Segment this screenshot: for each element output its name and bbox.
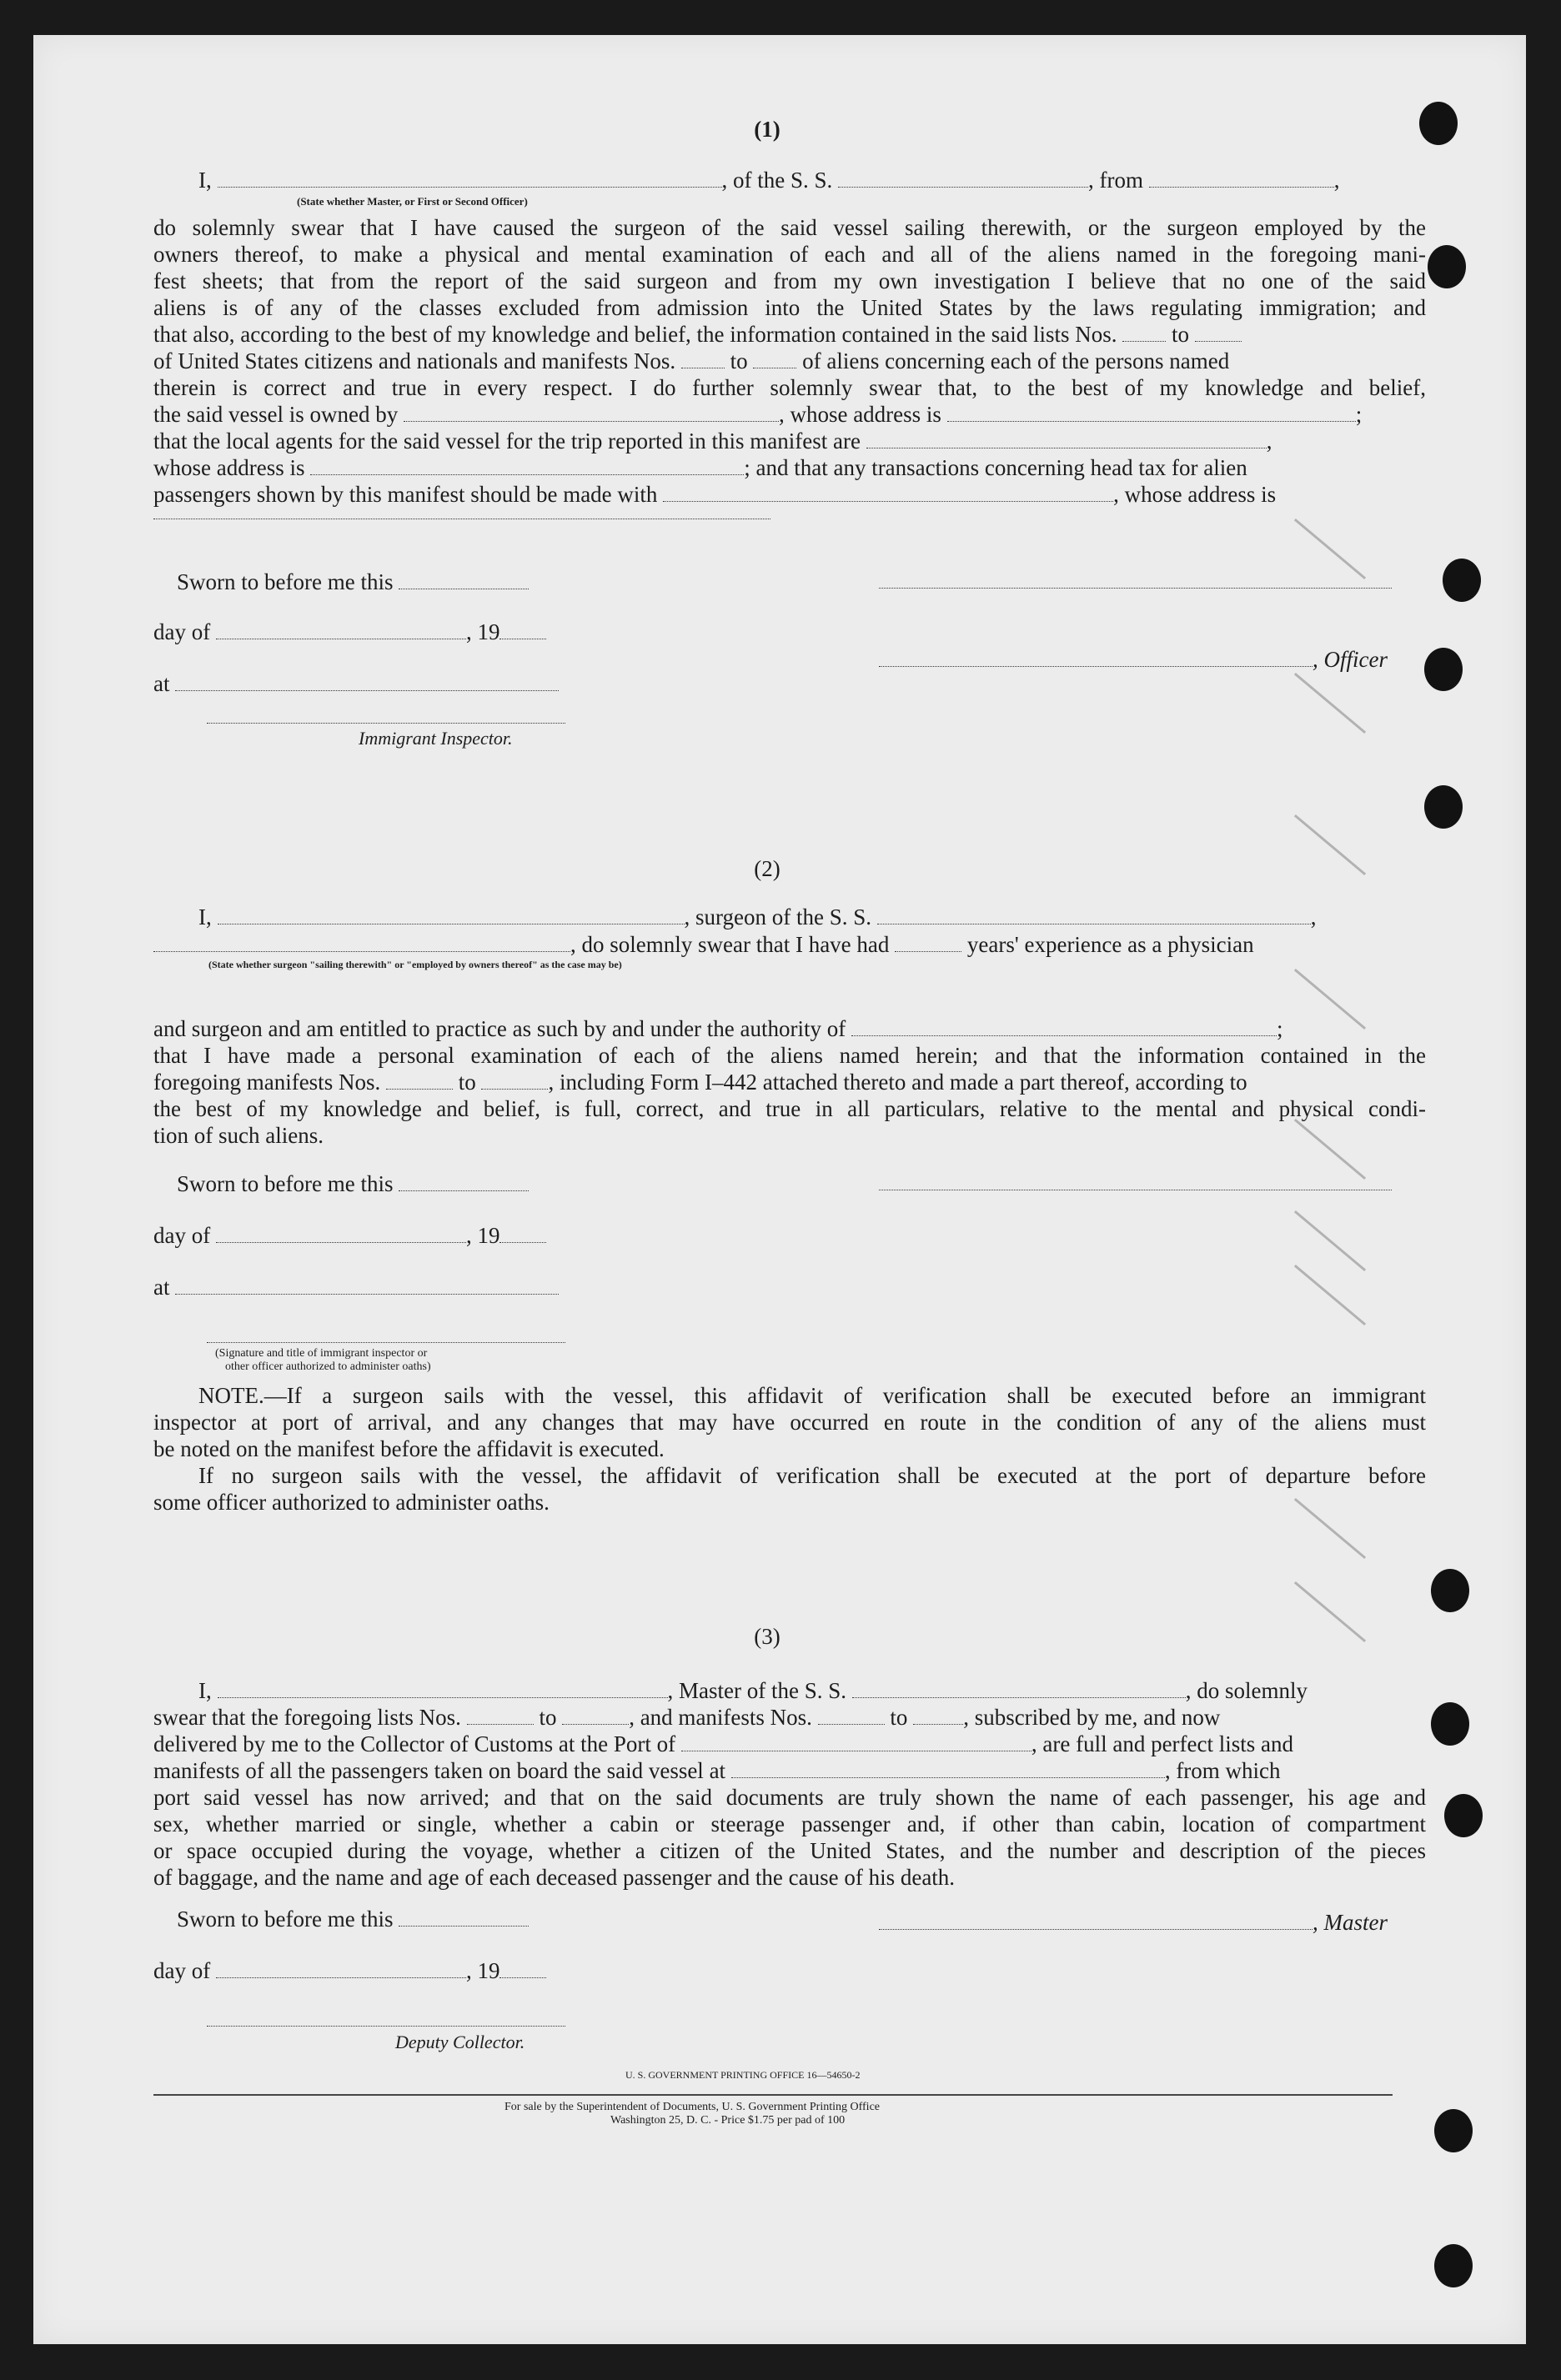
officer-signature-line[interactable] xyxy=(879,588,1392,589)
s3-day-month-field[interactable] xyxy=(216,1959,466,1978)
s1-line-3: owners thereof, to make a physical and mental examination of each and all of the aliens named in the foregoing mani- xyxy=(153,242,1426,267)
s3-line-3: delivered by me to the Collector of Customs at the Port of , are full and perfect lists and xyxy=(153,1731,1294,1756)
s2-subcaption: (State whether surgeon "sailing therewith" or "employed by owners thereof" as the case may be) xyxy=(208,959,622,970)
s1-sworn: Sworn to before me this xyxy=(177,569,529,595)
section-3-heading: (3) xyxy=(754,1624,780,1649)
master-signature-line[interactable] xyxy=(879,1911,1313,1930)
s3-sworn-date-field[interactable] xyxy=(399,1907,529,1927)
s2-inspector-signature-line[interactable] xyxy=(207,1342,565,1343)
s2-sig-caption-2: other officer authorized to administer oaths) xyxy=(225,1360,431,1373)
punch-hole xyxy=(1431,1702,1469,1746)
pencil-mark xyxy=(1294,1119,1366,1180)
note-line-3: be noted on the manifest before the affidavit is executed. xyxy=(153,1436,665,1461)
collector-caption: Deputy Collector. xyxy=(395,2032,525,2052)
day-month-field[interactable] xyxy=(216,620,466,639)
s3-line-7: or space occupied during the voyage, whether a citizen of the United States, and the number and description of the pieces xyxy=(153,1838,1426,1863)
footer-rule xyxy=(153,2094,1393,2096)
s1-at: at xyxy=(153,670,559,697)
punch-hole xyxy=(1434,2244,1473,2287)
s2-line-5: foregoing manifests Nos. to , including Form I–442 attached thereto and made a part thereof, according to xyxy=(153,1070,1247,1095)
gpo-imprint: U. S. GOVERNMENT PRINTING OFFICE 16—54650-2 xyxy=(625,2069,861,2081)
punch-hole xyxy=(1434,2109,1473,2152)
pencil-mark xyxy=(1294,814,1366,875)
lists-from-field[interactable] xyxy=(1122,323,1166,342)
owner-address-field[interactable] xyxy=(947,403,1356,422)
punch-hole xyxy=(1444,1794,1483,1837)
s3-manifests-from-field[interactable] xyxy=(818,1706,885,1725)
note-line-5: some officer authorized to administer oaths. xyxy=(153,1490,550,1515)
manifests-from-field[interactable] xyxy=(681,349,725,368)
s1-subcaption: (State whether Master, or First or Second Officer) xyxy=(297,195,528,208)
sale-line-2: Washington 25, D. C. - Price $1.75 per pad of 100 xyxy=(610,2114,846,2127)
s1-day: day of , 19 xyxy=(153,619,546,645)
note-line-2: inspector at port of arrival, and any changes that may have occurred en route in the condition of any of the aliens must xyxy=(153,1410,1426,1435)
s2-at-place-field[interactable] xyxy=(175,1275,559,1295)
pencil-mark xyxy=(1294,1265,1366,1325)
s2-sworn-date-field[interactable] xyxy=(399,1172,529,1191)
authority-field[interactable] xyxy=(851,1017,1277,1036)
s1-line-5: aliens is of any of the classes excluded from admission into the United States by the laws regulating immigration; and xyxy=(153,295,1426,320)
s3-line-6: sex, whether married or single, whether a cabin or steerage passenger and, if other than cabin, location of compartment xyxy=(153,1811,1426,1836)
pencil-mark xyxy=(1294,519,1366,579)
s2-line-2: , do solemnly swear that I have had years' experience as a physician xyxy=(153,931,1254,958)
agents-address-field[interactable] xyxy=(310,456,744,475)
s3-manifests-to-field[interactable] xyxy=(913,1706,963,1725)
s1-line-10: that the local agents for the said vessel for the trip reported in this manifest are , xyxy=(153,428,1272,453)
s1-line-11: whose address is ; and that any transactions concerning head tax for alien xyxy=(153,455,1247,480)
sworn-date-field[interactable] xyxy=(399,570,529,589)
s1-line-7: of United States citizens and nationals and manifests Nos. to of aliens concerning each of the persons named xyxy=(153,348,1230,373)
from-port-field[interactable] xyxy=(1149,168,1334,188)
form-page xyxy=(33,35,1526,2344)
s2-line-6: the best of my knowledge and belief, is full, correct, and true in all particulars, relative to the mental and physical condi- xyxy=(153,1096,1426,1121)
s2-sworn: Sworn to before me this xyxy=(177,1170,529,1197)
note-line-4: If no surgeon sails with the vessel, the affidavit of verification shall be executed at the port of departure before xyxy=(198,1463,1426,1488)
s3-line-4: manifests of all the passengers taken on board the said vessel at , from which xyxy=(153,1758,1281,1783)
head-tax-contact-field[interactable] xyxy=(663,483,1113,502)
s3-line-5: port said vessel has now arrived; and that on the said documents are truly shown the name of each passenger, his age and xyxy=(153,1785,1426,1810)
s2-day: day of , 19 xyxy=(153,1222,546,1249)
s2-manifests-to-field[interactable] xyxy=(481,1070,548,1090)
inspector-caption: Immigrant Inspector. xyxy=(359,728,513,749)
section-1-heading: (1) xyxy=(754,117,780,142)
s3-vessel-field[interactable] xyxy=(852,1679,1186,1698)
s3-year-field[interactable] xyxy=(499,1959,546,1978)
owner-field[interactable] xyxy=(404,403,779,422)
years-experience-field[interactable] xyxy=(895,933,961,952)
s1-officer: , Officer xyxy=(879,646,1388,673)
port-field[interactable] xyxy=(681,1732,1031,1751)
section-2-heading: (2) xyxy=(754,856,780,881)
s3-lists-from-field[interactable] xyxy=(467,1706,534,1725)
punch-hole xyxy=(1431,1569,1469,1612)
pencil-mark xyxy=(1294,969,1366,1030)
year-field[interactable] xyxy=(499,620,546,639)
s3-day: day of , 19 xyxy=(153,1957,546,1984)
master-name-field[interactable] xyxy=(218,1679,668,1698)
s2-vessel-field[interactable] xyxy=(877,905,1311,924)
surgeon-name-field[interactable] xyxy=(218,905,685,924)
s3-sworn: Sworn to before me this xyxy=(177,1906,529,1932)
local-agents-field[interactable] xyxy=(866,429,1267,448)
note-line-1: NOTE.—If a surgeon sails with the vessel, this affidavit of verification shall be executed before an immigrant xyxy=(198,1383,1426,1408)
officer-field[interactable] xyxy=(879,648,1313,667)
s2-year-field[interactable] xyxy=(499,1224,546,1243)
punch-hole xyxy=(1424,785,1463,829)
pencil-mark xyxy=(1294,1210,1366,1271)
surgeon-type-field[interactable] xyxy=(153,933,570,952)
s2-sig-caption-1: (Signature and title of immigrant inspector or xyxy=(215,1347,428,1360)
punch-hole xyxy=(1443,559,1481,602)
s3-line-1: I, , Master of the S. S. , do solemnly xyxy=(198,1678,1308,1703)
s2-line-7: tion of such aliens. xyxy=(153,1123,324,1148)
s3-line-8: of baggage, and the name and age of each deceased passenger and the cause of his death. xyxy=(153,1865,956,1890)
s1-line-2: do solemnly swear that I have caused the surgeon of the said vessel sailing therewith, or the surgeon employed by the xyxy=(153,215,1426,240)
inspector-signature-line[interactable] xyxy=(207,723,565,724)
s1-line-8: therein is correct and true in every respect. I do further solemnly swear that, to the best of my knowledge and belief, xyxy=(153,375,1426,400)
punch-hole xyxy=(1424,648,1463,691)
s3-master: , Master xyxy=(879,1909,1388,1936)
s1-line-12: passengers shown by this manifest should be made with , whose address is xyxy=(153,482,1277,507)
lists-to-field[interactable] xyxy=(1195,323,1242,342)
s2-at: at xyxy=(153,1274,559,1300)
sale-line-1: For sale by the Superintendent of Documents, U. S. Government Printing Office xyxy=(504,2101,880,2113)
s2-day-month-field[interactable] xyxy=(216,1224,466,1243)
s1-line-9: the said vessel is owned by , whose address is ; xyxy=(153,402,1363,427)
s2-line-4: that I have made a personal examination of each of the aliens named herein; and that the information contained in the xyxy=(153,1043,1426,1068)
vessel-name-field[interactable] xyxy=(838,168,1088,188)
collector-signature-line[interactable] xyxy=(207,2026,565,2027)
boarded-at-field[interactable] xyxy=(731,1759,1165,1778)
s2-line-1: I, , surgeon of the S. S. , xyxy=(198,904,1317,929)
s1-line-1: I, , of the S. S. , from , xyxy=(198,168,1340,193)
punch-hole xyxy=(1419,102,1458,145)
s3-line-2: swear that the foregoing lists Nos. to , and manifests Nos. to , subscribed by me, and now xyxy=(153,1705,1221,1730)
punch-hole xyxy=(1428,245,1466,288)
pencil-mark xyxy=(1294,1581,1366,1642)
s2-manifests-from-field[interactable] xyxy=(386,1070,453,1090)
at-place-field[interactable] xyxy=(175,672,559,691)
s3-lists-to-field[interactable] xyxy=(562,1706,629,1725)
s2-line-3: and surgeon and am entitled to practice as such by and under the authority of ; xyxy=(153,1016,1283,1041)
s1-line-6: that also, according to the best of my knowledge and belief, the information contained in the said lists Nos. to xyxy=(153,321,1242,348)
pencil-mark xyxy=(1294,1498,1366,1559)
manifests-to-field[interactable] xyxy=(753,349,796,368)
s1-line-4: fest sheets; that from the report of the said surgeon and from my own investigation I believe that no one of the said xyxy=(153,268,1426,293)
officer-title-field[interactable] xyxy=(218,168,722,188)
pencil-mark xyxy=(1294,673,1366,734)
